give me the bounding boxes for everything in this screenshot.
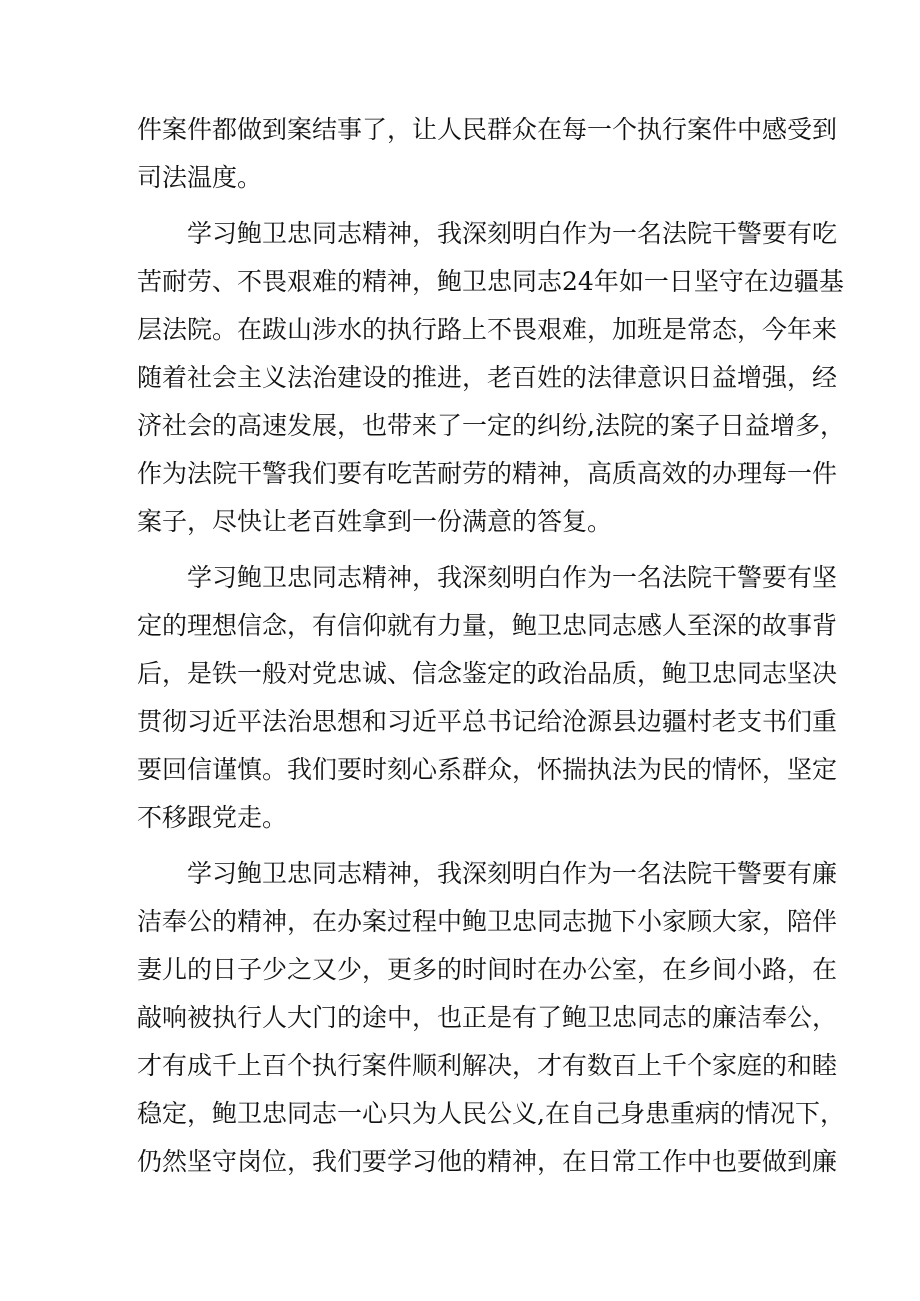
paragraph-2-line-1: 学习鲍卫忠同志精神，我深刻明白作为一名法院干警要有吃 <box>187 219 838 248</box>
paragraph-4-line-4: 敲响被执行人大门的途中，也正是有了鲍卫忠同志的廉洁奉公， <box>137 1003 838 1032</box>
text-line-2: 司法温度。 <box>137 163 263 192</box>
paragraph-3-line-4: 贯彻习近平法治思想和习近平总书记给沧源县边疆村老支书们重 <box>137 707 838 736</box>
paragraph-3-line-2: 定的理想信念，有信仰就有力量，鲍卫忠同志感人至深的故事背 <box>137 611 838 640</box>
paragraph-2-line-7: 案子，尽快让老百姓拿到一份满意的答复。 <box>137 507 613 536</box>
paragraph-4-line-7: 仍然坚守岗位，我们要学习他的精神，在日常工作中也要做到廉 <box>137 1147 838 1176</box>
paragraph-4-line-3: 妻儿的日子少之又少，更多的时间时在办公室，在乡间小路，在 <box>137 955 838 984</box>
paragraph-3-line-3: 后，是铁一般对党忠诚、信念鉴定的政治品质，鲍卫忠同志坚决 <box>137 659 838 688</box>
paragraph-2-line-3: 层法院。在跋山涉水的执行路上不畏艰难，加班是常态，今年来 <box>137 315 838 344</box>
paragraph-2-line-5: 济社会的高速发展，也带来了一定的纠纷,法院的案子日益增多， <box>137 411 845 440</box>
paragraph-3-line-5: 要回信谨慎。我们要时刻心系群众，怀揣执法为民的情怀，坚定 <box>137 755 838 784</box>
paragraph-3-line-6: 不移跟党走。 <box>137 803 288 832</box>
paragraph-2-line-4: 随着社会主义法治建设的推进，老百姓的法律意识日益增强，经 <box>137 363 838 392</box>
paragraph-2-line-6: 作为法院干警我们要有吃苦耐劳的精神，高质高效的办理每一件 <box>137 459 838 488</box>
paragraph-4-line-5: 才有成千上百个执行案件顺利解决，才有数百上千个家庭的和睦 <box>137 1051 838 1080</box>
paragraph-4-line-2: 洁奉公的精神，在办案过程中鲍卫忠同志抛下小家顾大家，陪伴 <box>137 907 838 936</box>
paragraph-4-line-6: 稳定，鲍卫忠同志一心只为人民公义,在自己身患重病的情况下， <box>137 1099 845 1128</box>
paragraph-2-line-2: 苦耐劳、不畏艰难的精神，鲍卫忠同志24年如一日坚守在边疆基 <box>137 267 844 296</box>
paragraph-4-line-1: 学习鲍卫忠同志精神，我深刻明白作为一名法院干警要有廉 <box>187 859 838 888</box>
paragraph-3-line-1: 学习鲍卫忠同志精神，我深刻明白作为一名法院干警要有坚 <box>187 563 838 592</box>
text-line-1: 件案件都做到案结事了，让人民群众在每一个执行案件中感受到 <box>137 115 838 144</box>
